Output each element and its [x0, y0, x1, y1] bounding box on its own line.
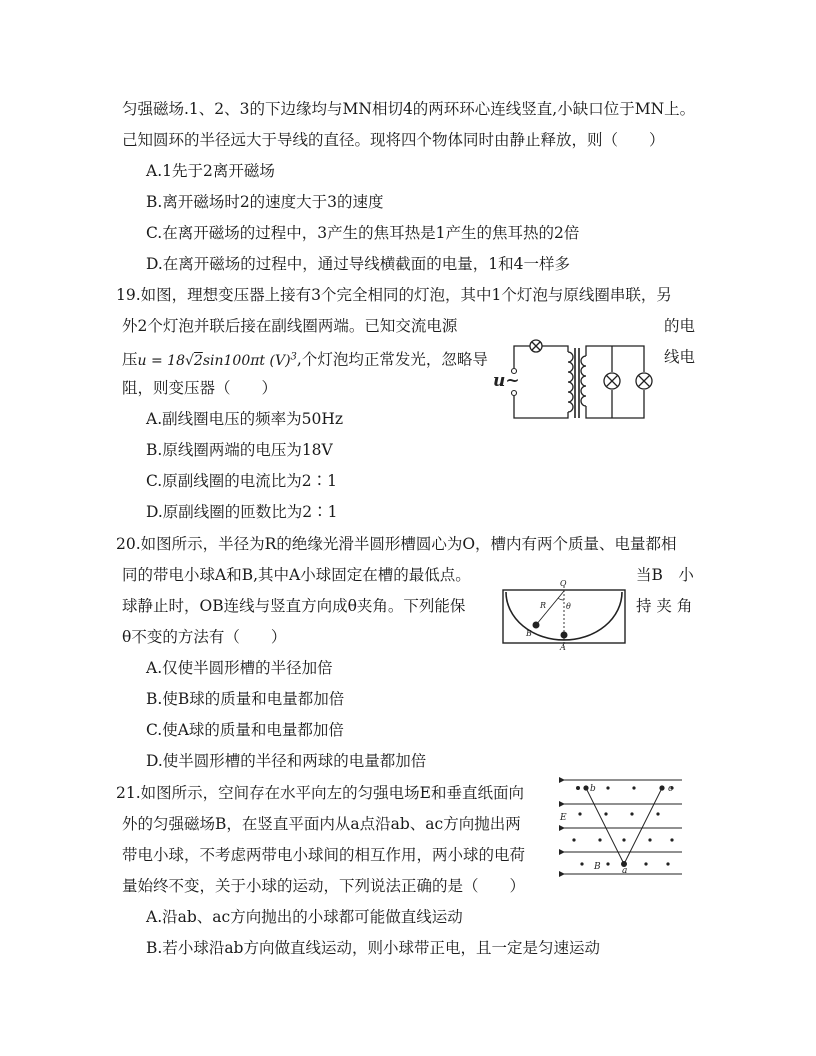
- label-B-field: B: [594, 862, 601, 872]
- q21-stem-line-2: 外的匀强磁场B，在竖直平面内从a点沿ab、ac方向抛出两: [122, 815, 521, 833]
- q20-option-c: C.使A球的质量和电量都加倍: [146, 721, 344, 739]
- label-B: B: [526, 629, 532, 638]
- q20-stem-line-2: 同的带电小球A和B,其中A小球固定在槽的最低点。: [122, 566, 471, 584]
- q20-stem-line-2-right: 当B 小: [636, 566, 694, 584]
- q19-option-b: B.原线圈两端的电压为18V: [146, 441, 333, 459]
- formula-trailing: 3: [290, 351, 297, 362]
- q20-stem-line-3-right: 持 夹 角: [636, 597, 693, 615]
- q18-option-b: B.离开磁场时2的速度大于3的速度: [146, 193, 384, 211]
- q19-stem-line-2: 外2个灯泡并联后接在副线圈两端。已知交流电源: [122, 317, 458, 335]
- formula-rest: sin100πt (V): [202, 352, 291, 369]
- field-figure: [558, 772, 686, 882]
- label-a: a: [622, 866, 628, 876]
- label-b: b: [590, 784, 596, 794]
- q19-stem-line-4: 阻，则变压器（ ）: [122, 379, 278, 397]
- label-E: E: [560, 813, 567, 823]
- field-svg: [558, 772, 686, 882]
- q18-option-a: A.1先于2离开磁场: [146, 162, 275, 180]
- q20-option-b: B.使B球的质量和电量都加倍: [146, 690, 345, 708]
- formula-prefix: u = 18: [137, 352, 185, 369]
- label-R: R: [540, 601, 547, 610]
- q21-stem-line-3: 带电小球，不考虑两带电小球间的相互作用，两小球的电荷: [122, 846, 526, 864]
- label-theta: θ: [566, 602, 571, 611]
- q18-stem-line-1: 匀强磁场.1、2、3的下边缘均与MN相切4的两环环心连线竖直,小缺口位于MN上。: [122, 100, 696, 118]
- q19-stem-line-2-right: 的电: [664, 317, 696, 335]
- q21-stem-line-4: 量始终不变，关于小球的运动，下列说法正确的是（ ）: [122, 877, 526, 895]
- formula-radicand: 2: [193, 352, 203, 369]
- sqrt-sign: √: [184, 352, 194, 369]
- q20-stem-line-4: θ不变的方法有（ ）: [122, 628, 287, 646]
- q20-stem-line-1: 20.如图所示，半径为R的绝缘光滑半圆形槽圆心为O，槽内有两个质量、电量都相: [116, 535, 677, 553]
- q18-stem-line-2: 己知圆环的半径远大于导线的直径。现将四个物体同时由静止释放，则（ ）: [122, 131, 665, 149]
- transformer-circuit-svg: [490, 338, 665, 428]
- semicircle-groove-figure: [502, 578, 626, 654]
- q19-option-c: C.原副线圈的电流比为2∶1: [146, 472, 337, 490]
- source-label: u~: [493, 371, 520, 391]
- semicircle-groove-svg: [502, 578, 626, 654]
- q18-option-c: C.在离开磁场的过程中，3产生的焦耳热是1产生的焦耳热的2倍: [146, 224, 580, 242]
- q21-option-b: B.若小球沿ab方向做直线运动，则小球带正电，且一定是匀速运动: [146, 939, 600, 957]
- q19-stem-line-3-rest: ,个灯泡均正常发光，忽略导: [296, 350, 488, 369]
- q19-option-d: D.原副线圈的匝数比为2∶1: [146, 503, 338, 521]
- label-A: A: [560, 643, 566, 652]
- label-O: O: [560, 579, 567, 588]
- q19-stem-line-3-right: 线电: [664, 348, 696, 366]
- q20-stem-line-3: 球静止时，OB连线与竖直方向成θ夹角。下列能保: [122, 597, 466, 615]
- label-c: c: [668, 784, 674, 794]
- q19-stem-line-3: [122, 347, 488, 371]
- q19-stem-line-3-prefix: 压: [122, 350, 138, 369]
- q19-option-a: A.副线圈电压的频率为50Hz: [146, 410, 344, 428]
- voltage-formula: [138, 353, 297, 369]
- q20-option-a: A.仅使半圆形槽的半径加倍: [146, 659, 333, 677]
- transformer-circuit-figure: [490, 338, 665, 428]
- q20-option-d: D.使半圆形槽的半径和两球的电量都加倍: [146, 752, 427, 770]
- q21-stem-line-1: 21.如图所示，空间存在水平向左的匀强电场E和垂直纸面向: [116, 784, 524, 802]
- q18-option-d: D.在离开磁场的过程中，通过导线横截面的电量，1和4一样多: [146, 255, 571, 273]
- q19-stem-line-1: 19.如图，理想变压器上接有3个完全相同的灯泡，其中1个灯泡与原线圈串联，另: [116, 286, 672, 304]
- q21-option-a: A.沿ab、ac方向抛出的小球都可能做直线运动: [146, 908, 463, 926]
